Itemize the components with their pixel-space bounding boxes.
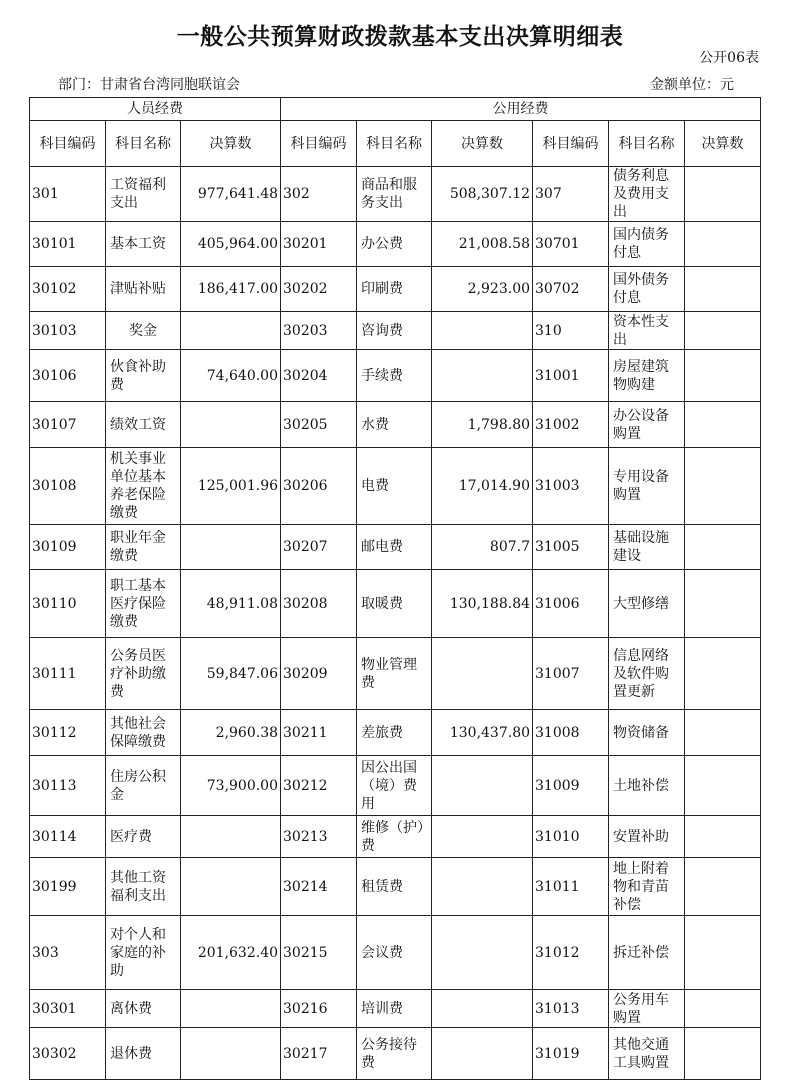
amount-cell bbox=[181, 312, 281, 350]
account-code-cell: 30109 bbox=[30, 525, 106, 570]
amount-cell: 21,008.58 bbox=[432, 222, 533, 267]
amount-cell bbox=[181, 1028, 281, 1080]
account-name-cell: 绩效工资 bbox=[106, 402, 181, 448]
amount-cell bbox=[432, 312, 533, 350]
account-code-cell: 30701 bbox=[533, 222, 609, 267]
amount-unit-label: 金额单位：元 bbox=[650, 77, 734, 93]
amount-cell: 1,798.80 bbox=[432, 402, 533, 448]
account-name-cell: 物资储备 bbox=[609, 710, 685, 756]
account-name-cell: 职业年金缴费 bbox=[106, 525, 181, 570]
amount-cell bbox=[685, 638, 761, 710]
amount-cell: 125,001.96 bbox=[181, 448, 281, 525]
group-header-public: 公用经费 bbox=[281, 98, 761, 121]
account-code-cell: 30302 bbox=[30, 1028, 106, 1080]
amount-cell bbox=[432, 816, 533, 858]
amount-cell bbox=[181, 402, 281, 448]
account-code-cell: 30202 bbox=[281, 267, 357, 312]
account-code-cell: 30206 bbox=[281, 448, 357, 525]
account-name-cell: 办公设备购置 bbox=[609, 402, 685, 448]
account-code-cell: 30211 bbox=[281, 710, 357, 756]
account-name-cell: 伙食补助费 bbox=[106, 350, 181, 402]
account-code-cell: 31009 bbox=[533, 756, 609, 816]
account-name-cell: 取暖费 bbox=[357, 570, 432, 638]
account-name-cell: 职工基本医疗保险缴费 bbox=[106, 570, 181, 638]
account-code-cell: 30111 bbox=[30, 638, 106, 710]
account-code-cell: 303 bbox=[30, 916, 106, 990]
expenditure-table bbox=[29, 97, 761, 1080]
amount-cell: 2,923.00 bbox=[432, 267, 533, 312]
amount-cell: 17,014.90 bbox=[432, 448, 533, 525]
account-code-cell: 30114 bbox=[30, 816, 106, 858]
account-name-cell: 其他工资福利支出 bbox=[106, 858, 181, 916]
account-name-cell: 办公费 bbox=[357, 222, 432, 267]
account-name-cell: 专用设备购置 bbox=[609, 448, 685, 525]
table-row bbox=[30, 267, 761, 312]
account-code-cell: 30101 bbox=[30, 222, 106, 267]
account-code-cell: 30213 bbox=[281, 816, 357, 858]
table-row bbox=[30, 858, 761, 916]
account-name-cell: 房屋建筑物购建 bbox=[609, 350, 685, 402]
account-name-cell: 公务用车购置 bbox=[609, 990, 685, 1028]
account-name-cell: 租赁费 bbox=[357, 858, 432, 916]
column-header: 科目编码 bbox=[281, 121, 357, 167]
table-row bbox=[30, 312, 761, 350]
account-code-cell: 30212 bbox=[281, 756, 357, 816]
account-name-cell: 离休费 bbox=[106, 990, 181, 1028]
account-name-cell: 医疗费 bbox=[106, 816, 181, 858]
amount-cell bbox=[685, 525, 761, 570]
account-name-cell: 物业管理费 bbox=[357, 638, 432, 710]
account-name-cell: 公务员医疗补助缴费 bbox=[106, 638, 181, 710]
account-code-cell: 31005 bbox=[533, 525, 609, 570]
account-code-cell: 30102 bbox=[30, 267, 106, 312]
table-row bbox=[30, 525, 761, 570]
account-code-cell: 30199 bbox=[30, 858, 106, 916]
account-code-cell: 30110 bbox=[30, 570, 106, 638]
table-row bbox=[30, 570, 761, 638]
group-header-personnel: 人员经费 bbox=[30, 98, 281, 121]
account-code-cell: 31008 bbox=[533, 710, 609, 756]
amount-cell bbox=[685, 167, 761, 222]
account-name-cell: 因公出国（境）费用 bbox=[357, 756, 432, 816]
table-row bbox=[30, 710, 761, 756]
department-label: 部门：甘肃省台湾同胞联谊会 bbox=[58, 77, 240, 93]
account-name-cell: 津贴补贴 bbox=[106, 267, 181, 312]
account-name-cell: 安置补助 bbox=[609, 816, 685, 858]
account-code-cell: 30215 bbox=[281, 916, 357, 990]
amount-cell bbox=[685, 312, 761, 350]
account-name-cell: 基本工资 bbox=[106, 222, 181, 267]
account-code-cell: 31010 bbox=[533, 816, 609, 858]
account-code-cell: 31003 bbox=[533, 448, 609, 525]
amount-cell bbox=[432, 916, 533, 990]
amount-cell bbox=[181, 858, 281, 916]
account-name-cell: 电费 bbox=[357, 448, 432, 525]
account-code-cell: 30112 bbox=[30, 710, 106, 756]
table-row bbox=[30, 638, 761, 710]
account-name-cell: 大型修缮 bbox=[609, 570, 685, 638]
amount-cell: 130,437.80 bbox=[432, 710, 533, 756]
table-row bbox=[30, 350, 761, 402]
table-row bbox=[30, 990, 761, 1028]
table-row bbox=[30, 1028, 761, 1080]
amount-cell bbox=[685, 448, 761, 525]
account-name-cell: 信息网络及软件购置更新 bbox=[609, 638, 685, 710]
account-name-cell: 基础设施建设 bbox=[609, 525, 685, 570]
account-name-cell: 住房公积金 bbox=[106, 756, 181, 816]
table-row bbox=[30, 167, 761, 222]
account-code-cell: 30209 bbox=[281, 638, 357, 710]
account-name-cell: 维修（护）费 bbox=[357, 816, 432, 858]
account-code-cell: 30108 bbox=[30, 448, 106, 525]
amount-cell: 130,188.84 bbox=[432, 570, 533, 638]
amount-cell bbox=[181, 525, 281, 570]
amount-cell: 48,911.08 bbox=[181, 570, 281, 638]
account-code-cell: 30203 bbox=[281, 312, 357, 350]
account-name-cell: 水费 bbox=[357, 402, 432, 448]
amount-cell bbox=[432, 858, 533, 916]
amount-cell bbox=[685, 267, 761, 312]
report-title: 一般公共预算财政拨款基本支出决算明细表 bbox=[176, 24, 624, 50]
column-header-row bbox=[30, 121, 761, 167]
amount-cell bbox=[181, 990, 281, 1028]
account-code-cell: 301 bbox=[30, 167, 106, 222]
account-code-cell: 31002 bbox=[533, 402, 609, 448]
account-code-cell: 30103 bbox=[30, 312, 106, 350]
table-row bbox=[30, 916, 761, 990]
column-header: 决算数 bbox=[181, 121, 281, 167]
account-name-cell: 会议费 bbox=[357, 916, 432, 990]
amount-cell bbox=[685, 350, 761, 402]
account-name-cell: 对个人和家庭的补助 bbox=[106, 916, 181, 990]
amount-cell: 2,960.38 bbox=[181, 710, 281, 756]
account-name-cell: 邮电费 bbox=[357, 525, 432, 570]
amount-cell bbox=[685, 858, 761, 916]
column-header: 科目编码 bbox=[533, 121, 609, 167]
account-name-cell: 奖金 bbox=[106, 312, 181, 350]
amount-cell: 201,632.40 bbox=[181, 916, 281, 990]
column-header: 决算数 bbox=[685, 121, 761, 167]
table-row bbox=[30, 756, 761, 816]
amount-cell bbox=[432, 990, 533, 1028]
amount-cell bbox=[181, 816, 281, 858]
column-header: 科目名称 bbox=[106, 121, 181, 167]
table-row bbox=[30, 448, 761, 525]
column-header: 科目名称 bbox=[609, 121, 685, 167]
account-name-cell: 咨询费 bbox=[357, 312, 432, 350]
account-code-cell: 30217 bbox=[281, 1028, 357, 1080]
account-code-cell: 30301 bbox=[30, 990, 106, 1028]
account-name-cell: 培训费 bbox=[357, 990, 432, 1028]
amount-cell: 977,641.48 bbox=[181, 167, 281, 222]
amount-cell: 405,964.00 bbox=[181, 222, 281, 267]
amount-cell: 186,417.00 bbox=[181, 267, 281, 312]
account-code-cell: 30113 bbox=[30, 756, 106, 816]
amount-cell bbox=[685, 710, 761, 756]
account-code-cell: 31019 bbox=[533, 1028, 609, 1080]
account-code-cell: 31001 bbox=[533, 350, 609, 402]
account-code-cell: 302 bbox=[281, 167, 357, 222]
account-name-cell: 印刷费 bbox=[357, 267, 432, 312]
form-number: 公开06表 bbox=[699, 50, 759, 66]
amount-cell bbox=[685, 756, 761, 816]
column-header: 科目编码 bbox=[30, 121, 106, 167]
table-row bbox=[30, 816, 761, 858]
account-name-cell: 工资福利支出 bbox=[106, 167, 181, 222]
account-name-cell: 债务利息及费用支出 bbox=[609, 167, 685, 222]
table-row bbox=[30, 222, 761, 267]
amount-cell: 508,307.12 bbox=[432, 167, 533, 222]
amount-cell bbox=[432, 638, 533, 710]
account-code-cell: 30207 bbox=[281, 525, 357, 570]
amount-cell bbox=[432, 756, 533, 816]
account-name-cell: 公务接待费 bbox=[357, 1028, 432, 1080]
account-code-cell: 30106 bbox=[30, 350, 106, 402]
account-name-cell: 其他社会保障缴费 bbox=[106, 710, 181, 756]
account-name-cell: 国内债务付息 bbox=[609, 222, 685, 267]
account-code-cell: 307 bbox=[533, 167, 609, 222]
amount-cell bbox=[685, 570, 761, 638]
amount-cell bbox=[432, 1028, 533, 1080]
amount-cell: 807.7 bbox=[432, 525, 533, 570]
account-name-cell: 退休费 bbox=[106, 1028, 181, 1080]
account-name-cell: 机关事业单位基本养老保险缴费 bbox=[106, 448, 181, 525]
account-name-cell: 国外债务付息 bbox=[609, 267, 685, 312]
account-name-cell: 土地补偿 bbox=[609, 756, 685, 816]
amount-cell bbox=[685, 222, 761, 267]
account-code-cell: 31006 bbox=[533, 570, 609, 638]
account-code-cell: 30107 bbox=[30, 402, 106, 448]
amount-cell bbox=[685, 1028, 761, 1080]
account-name-cell: 商品和服务支出 bbox=[357, 167, 432, 222]
amount-cell bbox=[685, 916, 761, 990]
account-name-cell: 拆迁补偿 bbox=[609, 916, 685, 990]
amount-cell bbox=[685, 990, 761, 1028]
account-code-cell: 30201 bbox=[281, 222, 357, 267]
account-code-cell: 31007 bbox=[533, 638, 609, 710]
account-code-cell: 30702 bbox=[533, 267, 609, 312]
account-code-cell: 310 bbox=[533, 312, 609, 350]
amount-cell bbox=[685, 402, 761, 448]
amount-cell: 74,640.00 bbox=[181, 350, 281, 402]
account-name-cell: 手续费 bbox=[357, 350, 432, 402]
account-code-cell: 30216 bbox=[281, 990, 357, 1028]
table-row bbox=[30, 402, 761, 448]
amount-cell: 73,900.00 bbox=[181, 756, 281, 816]
amount-cell bbox=[685, 816, 761, 858]
account-name-cell: 其他交通工具购置 bbox=[609, 1028, 685, 1080]
account-name-cell: 资本性支出 bbox=[609, 312, 685, 350]
column-header: 决算数 bbox=[432, 121, 533, 167]
account-code-cell: 31013 bbox=[533, 990, 609, 1028]
account-name-cell: 差旅费 bbox=[357, 710, 432, 756]
amount-cell bbox=[432, 350, 533, 402]
account-code-cell: 30214 bbox=[281, 858, 357, 916]
account-code-cell: 30208 bbox=[281, 570, 357, 638]
account-code-cell: 30204 bbox=[281, 350, 357, 402]
account-code-cell: 31011 bbox=[533, 858, 609, 916]
column-header: 科目名称 bbox=[357, 121, 432, 167]
account-name-cell: 地上附着物和青苗补偿 bbox=[609, 858, 685, 916]
amount-cell: 59,847.06 bbox=[181, 638, 281, 710]
account-code-cell: 30205 bbox=[281, 402, 357, 448]
account-code-cell: 31012 bbox=[533, 916, 609, 990]
